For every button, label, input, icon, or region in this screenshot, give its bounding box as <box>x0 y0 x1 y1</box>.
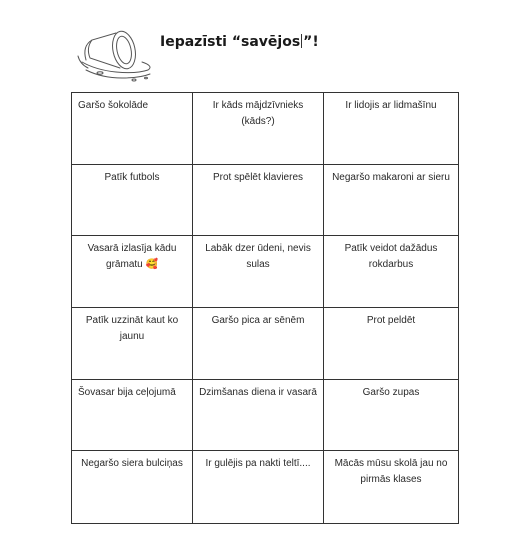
bingo-cell: Patīk uzzināt kaut ko jaunu <box>72 308 193 380</box>
bingo-cell: Vasarā izlasīja kādu grāmatu 🥰 <box>72 236 193 308</box>
bingo-cell: Patīk futbols <box>72 165 193 237</box>
bingo-cell: Negaršo siera bulciņas <box>72 451 193 523</box>
bingo-cell: Šovasar bija ceļojumā <box>72 380 193 452</box>
bingo-cell: Garšo zupas <box>324 380 458 452</box>
title-text: Iepazīsti “savējos <box>160 34 301 50</box>
spilled-cup-sketch-icon <box>76 26 158 84</box>
bingo-cell: Ir kāds mājdzīvnieks (kāds?) <box>193 93 324 165</box>
bingo-cell: Mācās mūsu skolā jau no pirmās klases <box>334 458 448 486</box>
title-text-end: ”! <box>303 34 319 50</box>
bingo-cell: Patīk veidot dažādus rokdarbus <box>324 236 458 308</box>
bingo-cell: Negaršo makaroni ar sieru <box>324 165 458 237</box>
bingo-cell: Garšo šokolāde <box>72 93 193 165</box>
bingo-cell: Ir gulējis pa nakti teltī.... <box>193 451 324 523</box>
page-title <box>160 34 319 50</box>
bingo-cell: Dzimšanas diena ir vasarā <box>193 380 324 452</box>
bingo-cell: Labāk dzer ūdeni, nevis sulas <box>193 236 324 308</box>
bingo-cell: Ir lidojis ar lidmašīnu <box>324 93 458 165</box>
bingo-grid <box>71 92 459 524</box>
bingo-cell: Prot spēlēt klavieres <box>193 165 324 237</box>
bingo-cell: Garšo pica ar sēnēm <box>193 308 324 380</box>
bingo-cell: Prot peldēt <box>324 308 458 380</box>
